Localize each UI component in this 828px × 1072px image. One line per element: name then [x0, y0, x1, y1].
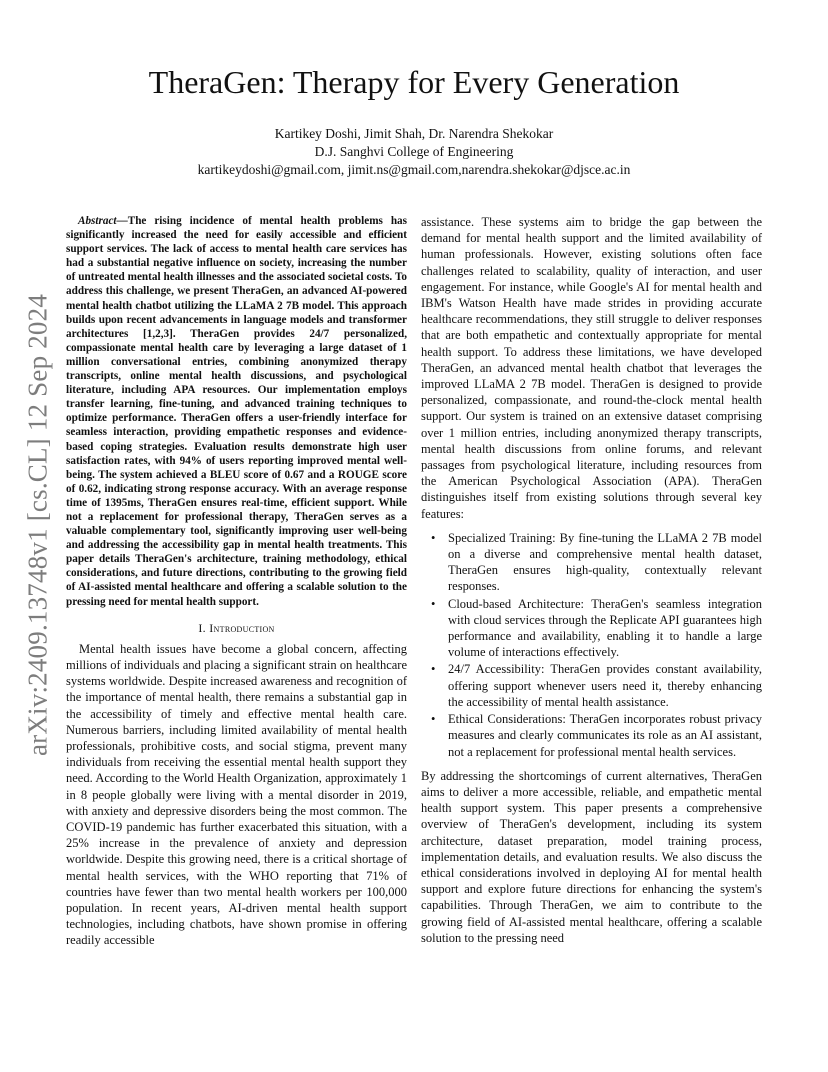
author-affiliation: D.J. Sanghvi College of Engineering — [314, 144, 514, 159]
left-column — [66, 214, 407, 949]
section-title: Introduction — [209, 620, 275, 635]
right-column — [421, 214, 762, 946]
right-paragraph-2: By addressing the shortcomings of current alternatives, TheraGen aims to deliver a more accessible, reliable, and empathetic mental health support system. This paper presents a comprehensive overview of TheraGen's development, including its system architecture, dataset preparation, model training process, implementation details, and evaluation results. We also discuss the ethical considerations involved in deploying AI for mental health support and explore future directions for enhancing the system's capabilities. Through TheraGen, we aim to contribute to the growing field of AI-assisted mental healthcare, offering a scalable solution to the pressing need — [421, 768, 762, 945]
feature-text: Specialized Training: By fine-tuning the LLaMA 2 7B model on a diverse and comprehensive mental health dataset, TheraGen ensures high-quality, contextually relevant responses. — [448, 530, 762, 594]
bullet-icon: • — [431, 662, 436, 677]
bullet-icon: • — [431, 530, 436, 545]
feature-text: Cloud-based Architecture: TheraGen's seamless integration with cloud services through the Replicate API guarantees high performance and availability, enabling it to handle a large volume of interactions effectively. — [448, 596, 762, 660]
feature-item — [421, 530, 762, 595]
arxiv-side-stamp — [18, 290, 58, 760]
intro-paragraph: Mental health issues have become a global concern, affecting millions of individuals and placing a significant strain on healthcare systems worldwide. Despite increased awareness and recognition of the importance of mental health, there remains a substantial gap in the accessibility of timely and effective mental health care. Numerous barriers, including limited availability of mental health professionals, prohibitive costs, and social stigma, prevent many individuals from receiving the essential mental health support they need. According to the World Health Organization, approximately 1 in 8 people globally were living with a mental disorder in 2019, with anxiety and depressive disorders being the most common. The COVID-19 pandemic has further exacerbated this situation, with a 25% increase in the prevalence of anxiety and depression worldwide. Despite this growing need, there is a critical shortage of mental health services, with the WHO reporting that 71% of countries have fewer than two mental health workers per 100,000 population. In recent years, AI-driven mental health support technologies, including chatbots, have shown promise in offering readily accessible — [66, 641, 407, 948]
section-number: I. — [198, 620, 210, 635]
feature-item — [421, 661, 762, 710]
author-emails: kartikeydoshi@gmail.com, jimit.ns@gmail.com,narendra.shekokar@djsce.ac.in — [197, 162, 631, 177]
abstract-text: —The rising incidence of mental health problems has significantly increased the need for easily accessible and efficient support services. The lack of access to mental health care services has had a substantial negative influence on society, increasing the number of untreated mental health illnesses and the associated societal costs. To address this challenge, we present TheraGen, an advanced AI-powered mental health chatbot utilizing the LLaMA 2 7B model. This approach builds upon recent advancements in language models and transformer architectures [1,2,3]. TheraGen provides 24/7 personalized, compassionate mental health care by leveraging a large dataset of 1 million conversational entries, combining anonymized therapy transcripts, online mental health discussions, and psychological literature, including APA resources. Our implementation employs transfer learning, fine-tuning, and advanced training techniques to optimize performance. TheraGen offers a user-friendly interface for seamless interaction, providing empathetic responses and evidence-based coping strategies. Evaluation results demonstrate high user satisfaction rates, with 94% of users reporting improved mental well-being. The system achieved a BLEU score of 0.67 and a ROUGE score of 0.62, indicating strong response accuracy. With an average response time of 1395ms, TheraGen ensures real-time, efficient support. While not a replacement for professional therapy, TheraGen serves as a valuable complementary tool, significantly improving user well-being and addressing the accessibility gap in mental health treatments. This paper details TheraGen's architecture, training methodology, ethical considerations, and future directions, contributing to the growing field of AI-assisted mental healthcare and offering a scalable solution to the pressing need for mental health support. — [66, 215, 407, 608]
feature-text: Ethical Considerations: TheraGen incorporates robust privacy measures and clearly communicates its role as an AI assistant, not a replacement for professional mental health services. — [448, 712, 762, 759]
bullet-icon: • — [431, 596, 436, 611]
bullet-icon: • — [431, 712, 436, 727]
abstract-label: Abstract — [78, 215, 117, 227]
author-block — [0, 125, 828, 179]
right-paragraph-1: assistance. These systems aim to bridge the gap between the demand for mental health support and the limited availability of human professionals. However, existing solutions often face challenges related to scalability, quality of interaction, and user engagement. For instance, while Google's AI for mental health and IBM's Watson Health have made strides in providing accurate healthcare recommendations, they still struggle to deliver responses that are both empathetic and contextually appropriate for mental health support. To address these limitations, we have developed TheraGen, an advanced mental health chatbot that leverages the improved LLaMA 2 7B model. TheraGen is designed to provide personalized, compassionate, and round-the-clock mental health support. Our system is trained on an extensive dataset comprising over 1 million entries, including anonymized therapy transcripts, mental health discussions from online forums, and relevant passages from psychological literature, including resources from the American Psychological Association (APA). TheraGen distinguishes itself from existing solutions through several key features: — [421, 215, 762, 521]
arxiv-identifier: arXiv:2409.13748v1 [cs.CL] 12 Sep 2024 — [22, 293, 53, 757]
section-heading-introduction — [66, 620, 407, 636]
feature-list — [421, 530, 762, 760]
feature-item — [421, 596, 762, 661]
abstract — [66, 214, 407, 609]
paper-title: TheraGen: Therapy for Every Generation — [148, 64, 680, 100]
author-names: Kartikey Doshi, Jimit Shah, Dr. Narendra Shekokar — [274, 126, 554, 141]
feature-text: 24/7 Accessibility: TheraGen provides constant availability, offering support whenever users need it, thereby enhancing the accessibility of mental health assistance. — [448, 662, 762, 709]
feature-item — [421, 711, 762, 760]
